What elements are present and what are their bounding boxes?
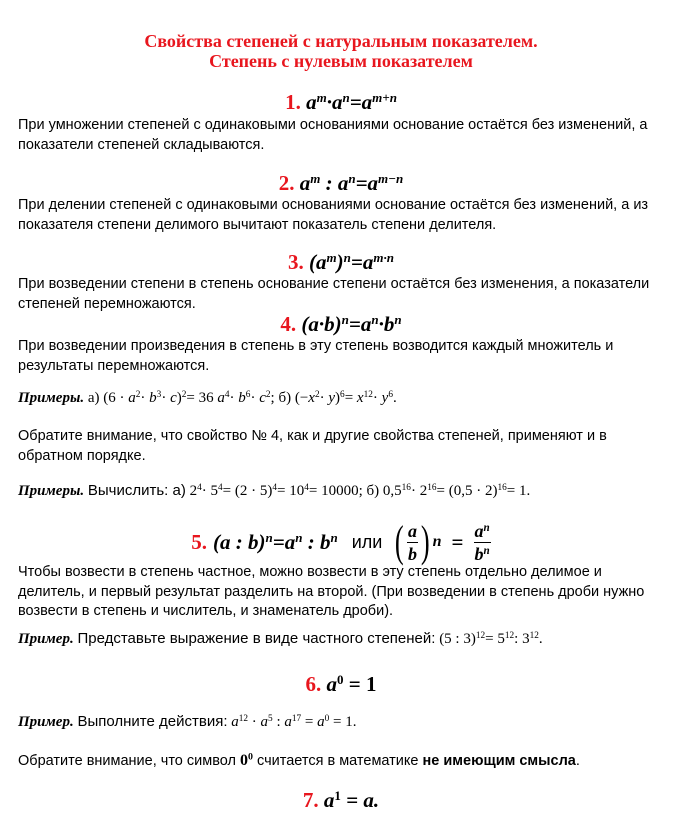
property-3-text: При возведении степени в степень основание степени остаётся без изменения, а показатели степеней перемножаются.: [18, 276, 650, 312]
formula-2: 2. $a^m$ : $a^n=a^{m-n}$: [278, 170, 404, 195]
example-4-label: Пример.: [18, 714, 74, 730]
page-subtitle: Степень с нулевым показателем: [209, 51, 473, 71]
examples-2-label: Примеры.: [18, 483, 85, 499]
formula-5-number: 5.: [191, 530, 207, 554]
note-2-after: считается в математике: [256, 753, 419, 769]
note-1: Обратите внимание, что свойство № 4, как и другие свойства степеней, применяют и в обратном порядке.: [18, 428, 607, 464]
formula-7: 7. $a^1 = a$.: [302, 787, 380, 812]
formula-1: 1. $a^m\cdot a^n=a^{m+n}$: [285, 89, 397, 114]
example-4-text: Выполните действия:: [77, 713, 228, 730]
examples-2-b-marker: б): [366, 483, 380, 499]
examples-1-label: Примеры.: [18, 390, 85, 406]
property-1-text: При умножении степеней с одинаковыми основаниями основание остаётся без изменений, а показатели степеней складываются.: [18, 117, 648, 153]
formula-5: 5. (a : $b)^n=a^n$ : $b^n$ или ( $\frac{a}{b}$ ) n = $\frac{a^n}{b^n}$: [191, 517, 490, 566]
formula-6: 6. $a^0 = 1$: [305, 671, 377, 696]
note-2-emphasis: не имеющим смысла: [422, 753, 576, 769]
example-3-label: Пример.: [18, 631, 74, 647]
note-2-before: Обратите внимание, что символ: [18, 753, 236, 769]
formula-3: 3. $(a^m)^n=a^{m\cdot n}$: [288, 249, 394, 274]
formula-7-number: 7.: [302, 788, 319, 812]
property-4-text: При возведении произведения в степень в эту степень возводится каждый множитель и результаты перемножаются.: [18, 338, 614, 374]
formula-6-number: 6.: [305, 672, 322, 696]
example-4: Пример. Выполните действия: $a^{12} \cdot a^5$ : $a^{17} = a^0 = 1$.: [18, 713, 357, 730]
formula-4: 4. $(a\cdot b)^n=a^n\cdot b^n$: [280, 311, 402, 336]
formula-3-number: 3.: [288, 250, 304, 274]
examples-1: Примеры. а) $(6 \cdot a^2\cdot b^3\cdot c)^2= 36$ $a^4\cdot b^6\cdot c^2$; б) $(-x^2\cdot y)^6= x^{12}\cdot y^6$.: [18, 389, 397, 406]
page-title: Свойства степеней с натуральным показателем.: [144, 31, 538, 51]
example-3-text: Представьте выражение в виде частного степеней:: [77, 630, 436, 647]
formula-4-number: 4.: [280, 312, 297, 336]
property-2-text: При делении степеней с одинаковыми основаниями основание остаётся без изменений, а из показателя степени делимого вычитают показатель степени делителя.: [18, 197, 649, 233]
examples-2-intro: Вычислить: а): [87, 482, 186, 499]
examples-1-a-marker: а): [87, 390, 100, 406]
formula-2-number: 2.: [278, 171, 295, 195]
example-3: Пример. Представьте выражение в виде частного степеней: (5 : $3)^{12}= 5^{12}$: $3^{12}$.: [18, 630, 543, 647]
formula-5-or: или: [351, 532, 383, 552]
examples-1-b-marker: б): [278, 390, 292, 406]
formula-1-number: 1.: [285, 90, 301, 114]
property-5-text: Чтобы возвести в степень частное, можно возвести в эту степень отдельно делимое и делитель, и первый результат разделить на второй. (При возведении в степень дроби нужно возвести в степень и числитель, и знаменатель дроби).: [18, 564, 645, 619]
examples-2: Примеры. Вычислить: а) $2^4\cdot 5^4= (2 \cdot 5)^4= 10^4= 10000$; б) $0,5^{16}\cdot 2^{16}= (0,5 \cdot 2)^{16}= 1$.: [18, 482, 531, 499]
note-2: Обратите внимание, что символ $0^0$ считается в математике не имеющим смысла.: [18, 751, 580, 769]
